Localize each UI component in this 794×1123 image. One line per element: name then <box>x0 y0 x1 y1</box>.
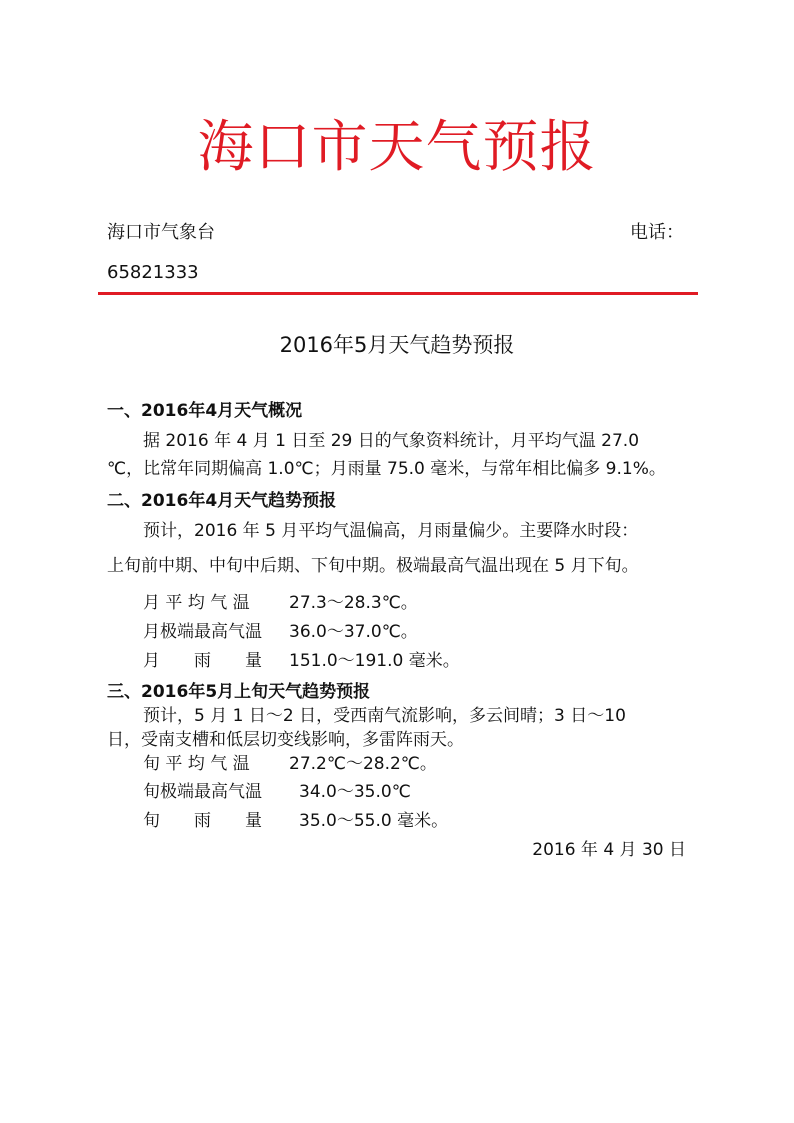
section-1-line-2: ℃，比常年同期偏高 1.0℃；月雨量 75.0 毫米，与常年相比偏多 9.1%。 <box>107 459 666 479</box>
section-1-heading: 一、2016年4月天气概况 <box>107 401 303 421</box>
section-1-line-1: 据 2016 年 4 月 1 日至 29 日的气象资料统计，月平均气温 27.0 <box>143 431 640 451</box>
stat-value: 151.0～191.0 毫米。 <box>289 651 460 671</box>
monthly-rainfall <box>143 648 460 674</box>
stat-value: 35.0～55.0 毫米。 <box>299 811 449 831</box>
dekad-rainfall <box>143 808 448 834</box>
section-2-line-2: 上旬前中期、中旬中后期、下旬中期。极端最高气温出现在 5 月下旬。 <box>107 556 639 576</box>
phone-number: 65821333 <box>107 262 199 283</box>
page-title: 海口市天气预报 <box>197 115 597 180</box>
stat-value: 27.2℃～28.2℃。 <box>289 754 437 774</box>
stat-label: 月极端最高气温 <box>143 622 262 642</box>
section-3-heading: 三、2016年5月上旬天气趋势预报 <box>107 682 371 702</box>
section-3-line-2: 日，受南支槽和低层切变线影响，多雷阵雨天。 <box>107 730 464 750</box>
header-divider <box>98 292 698 295</box>
section-3-line-1: 预计，5 月 1 日～2 日，受西南气流影响，多云间晴；3 日～10 <box>143 706 626 726</box>
phone-label: 电话： <box>630 222 684 243</box>
stat-label: 旬极端最高气温 <box>143 782 262 802</box>
monthly-max-temp <box>143 619 418 645</box>
dekad-max-temp <box>143 779 411 805</box>
monthly-avg-temp <box>143 590 418 616</box>
dekad-avg-temp <box>143 751 437 777</box>
section-2-heading: 二、2016年4月天气趋势预报 <box>107 491 337 511</box>
stat-label: 旬 平 均 气 温 <box>143 754 250 774</box>
issue-date: 2016 年 4 月 30 日 <box>532 840 686 860</box>
stat-value: 27.3～28.3℃。 <box>289 593 418 613</box>
stat-value: 36.0～37.0℃。 <box>289 622 418 642</box>
report-subtitle: 2016年5月天气趋势预报 <box>279 333 515 357</box>
section-2-line-1: 预计，2016 年 5 月平均气温偏高，月雨量偏少。主要降水时段： <box>143 521 639 541</box>
issuing-organization: 海口市气象台 <box>107 222 215 243</box>
stat-label: 月 雨 量 <box>143 651 262 671</box>
stat-label: 旬 雨 量 <box>143 811 262 831</box>
stat-value: 34.0～35.0℃ <box>299 782 411 802</box>
stat-label: 月 平 均 气 温 <box>143 593 250 613</box>
